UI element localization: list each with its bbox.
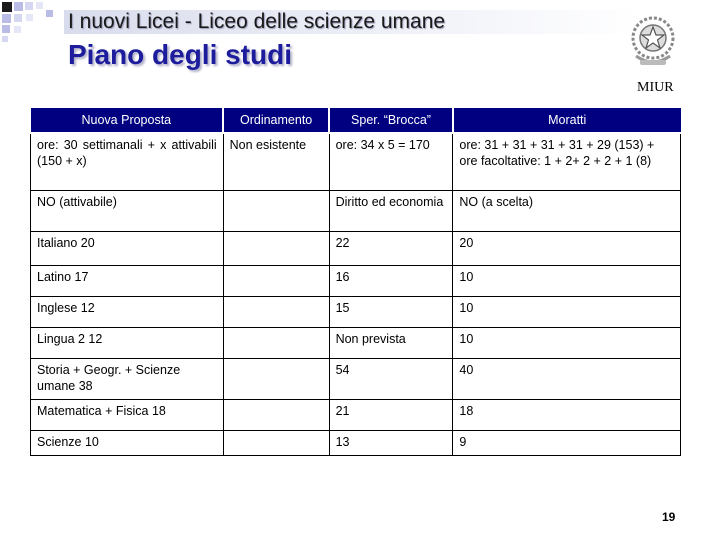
table-cell — [223, 265, 329, 296]
table-cell: Diritto ed economia — [329, 190, 453, 231]
table-cell: Scienze 10 — [31, 430, 224, 455]
table-cell: ore: 30 settimanali + x attivabili (150 + x) — [31, 133, 224, 190]
table-cell: 10 — [453, 327, 681, 358]
table-cell: ore: 31 + 31 + 31 + 31 + 29 (153) + ore facoltative: 1 + 2+ 2 + 2 + 1 (8) — [453, 133, 681, 190]
table-row — [31, 296, 681, 327]
table-cell: Latino 17 — [31, 265, 224, 296]
table-cell: 54 — [329, 358, 453, 399]
column-header-brocca: Sper. “Brocca” — [329, 108, 453, 133]
table-cell: NO (attivabile) — [31, 190, 224, 231]
table-cell: 15 — [329, 296, 453, 327]
table-cell: Non esistente — [223, 133, 329, 190]
table-cell — [223, 231, 329, 265]
table-cell — [223, 399, 329, 430]
italian-republic-emblem-icon — [626, 12, 680, 72]
column-header-nuova-proposta: Nuova Proposta — [31, 108, 224, 133]
table-row — [31, 231, 681, 265]
ministry-label: MIUR — [637, 80, 674, 95]
slide-title: I nuovi Licei - Liceo delle scienze umane — [68, 10, 446, 33]
table-cell: 10 — [453, 296, 681, 327]
table-cell: 9 — [453, 430, 681, 455]
page-number: 19 — [662, 510, 676, 524]
table-row — [31, 358, 681, 399]
table-cell: 18 — [453, 399, 681, 430]
table-cell: 22 — [329, 231, 453, 265]
table-cell — [223, 358, 329, 399]
table-cell — [223, 296, 329, 327]
column-header-ordinamento: Ordinamento — [223, 108, 329, 133]
table-row — [31, 265, 681, 296]
table-cell: Lingua 2 12 — [31, 327, 224, 358]
slide-subtitle: Piano degli studi — [68, 39, 293, 70]
table-row — [31, 133, 681, 190]
study-plan-table — [30, 108, 681, 456]
table-cell: Matematica + Fisica 18 — [31, 399, 224, 430]
table-cell: 21 — [329, 399, 453, 430]
table-cell: 13 — [329, 430, 453, 455]
table-cell: Inglese 12 — [31, 296, 224, 327]
table-cell: Storia + Geogr. + Scienze umane 38 — [31, 358, 224, 399]
table-cell: 20 — [453, 231, 681, 265]
decorative-squares — [0, 0, 64, 44]
table-cell: 16 — [329, 265, 453, 296]
table-row — [31, 327, 681, 358]
table-cell — [223, 430, 329, 455]
slide-title-highlight: Liceo delle scienze umane — [197, 10, 446, 33]
table-cell: Italiano 20 — [31, 231, 224, 265]
table-row — [31, 190, 681, 231]
table-cell — [223, 327, 329, 358]
table-row — [31, 399, 681, 430]
table-cell: ore: 34 x 5 = 170 — [329, 133, 453, 190]
table-cell: 10 — [453, 265, 681, 296]
table-cell: Non prevista — [329, 327, 453, 358]
column-header-moratti: Moratti — [453, 108, 681, 133]
table-cell — [223, 190, 329, 231]
table-cell: NO (a scelta) — [453, 190, 681, 231]
table-header-row — [31, 108, 681, 133]
table-cell: 40 — [453, 358, 681, 399]
table-row — [31, 430, 681, 455]
